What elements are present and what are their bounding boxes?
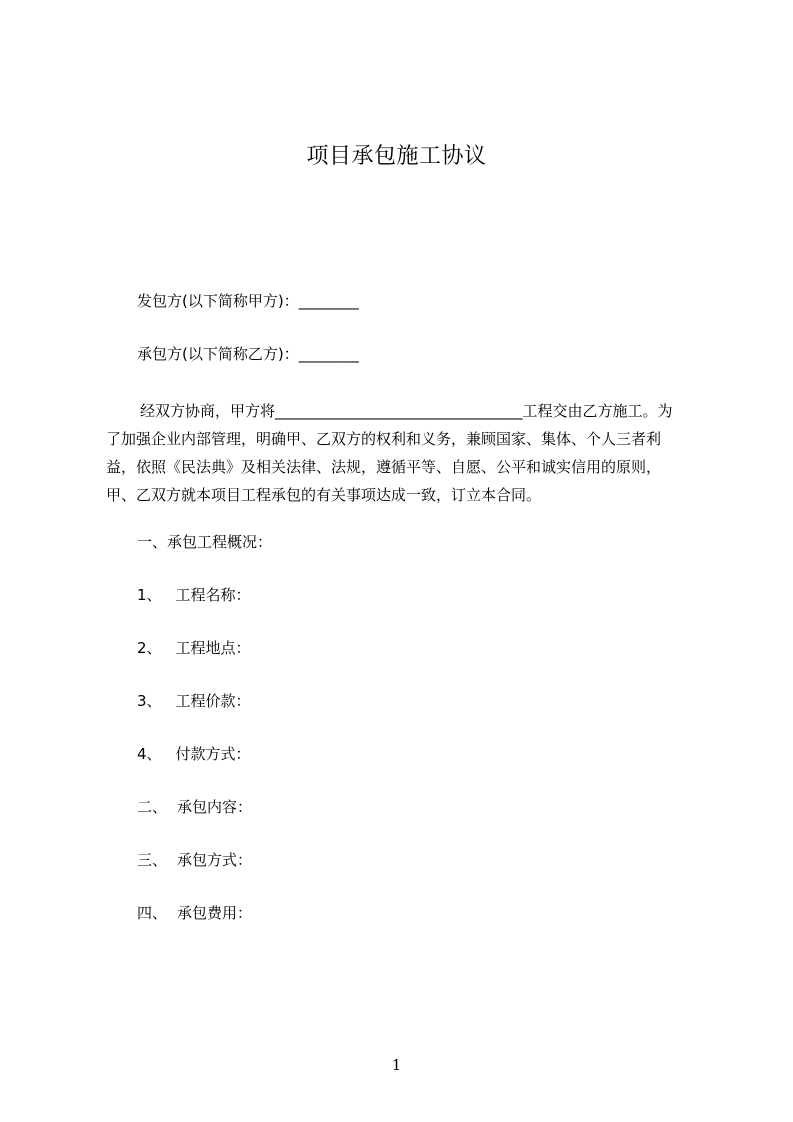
section-text: 付款方式： [175,745,251,763]
page-number: 1 [391,1056,402,1074]
document-title: 项目承包施工协议 [306,144,487,169]
section-item-4 [137,744,251,764]
section-text: 工程价款： [175,692,251,710]
section-number: 二、 [137,798,168,816]
intro-line-3: 益，依照《民法典》及相关法律、法规，遵循平等、自愿、公平和诚实信用的原则， [106,458,662,476]
intro-line-4: 甲、乙双方就本项目工程承包的有关事项达成一致，订立本合同。 [106,486,542,504]
section-number: 4、 [137,745,162,763]
party-b-line [137,344,359,364]
section-number: 1、 [137,586,162,604]
section-number: 三、 [137,851,168,869]
project-name-blank: _________________________________ [275,402,523,420]
section-number: 3、 [137,692,162,710]
section-text: 工程地点： [175,639,251,657]
party-b-label: 承包方(以下简称乙方)： [137,345,299,363]
party-a-line [137,291,359,311]
section-text: 承包内容： [177,798,253,816]
intro-line-1-suffix: 工程交由乙方施工。为 [522,402,673,420]
party-b-value: ________ [298,345,359,363]
party-a-value: ________ [298,292,359,310]
section-item-1 [137,585,251,605]
intro-line-1-prefix: 经双方协商，甲方将 [140,402,276,420]
section-text: 承包方式： [177,851,253,869]
party-a-label: 发包方(以下简称甲方)： [137,292,299,310]
section-text: 承包工程概况： [167,533,273,551]
section-heading-3 [137,850,252,870]
section-heading-1 [137,532,272,552]
intro-line-2: 了加强企业内部管理，明确甲、乙双方的权利和义务，兼顾国家、集体、个人三者利 [106,430,662,448]
intro-paragraph [106,397,700,509]
section-text: 工程名称： [175,586,251,604]
intro-line-1 [106,397,700,425]
section-heading-2 [137,797,252,817]
section-item-3 [137,691,251,711]
section-item-2 [137,638,251,658]
section-number: 2、 [137,639,162,657]
section-number: 一、 [137,533,168,551]
section-number: 四、 [137,904,168,922]
section-heading-4 [137,903,252,923]
section-text: 承包费用： [177,904,253,922]
